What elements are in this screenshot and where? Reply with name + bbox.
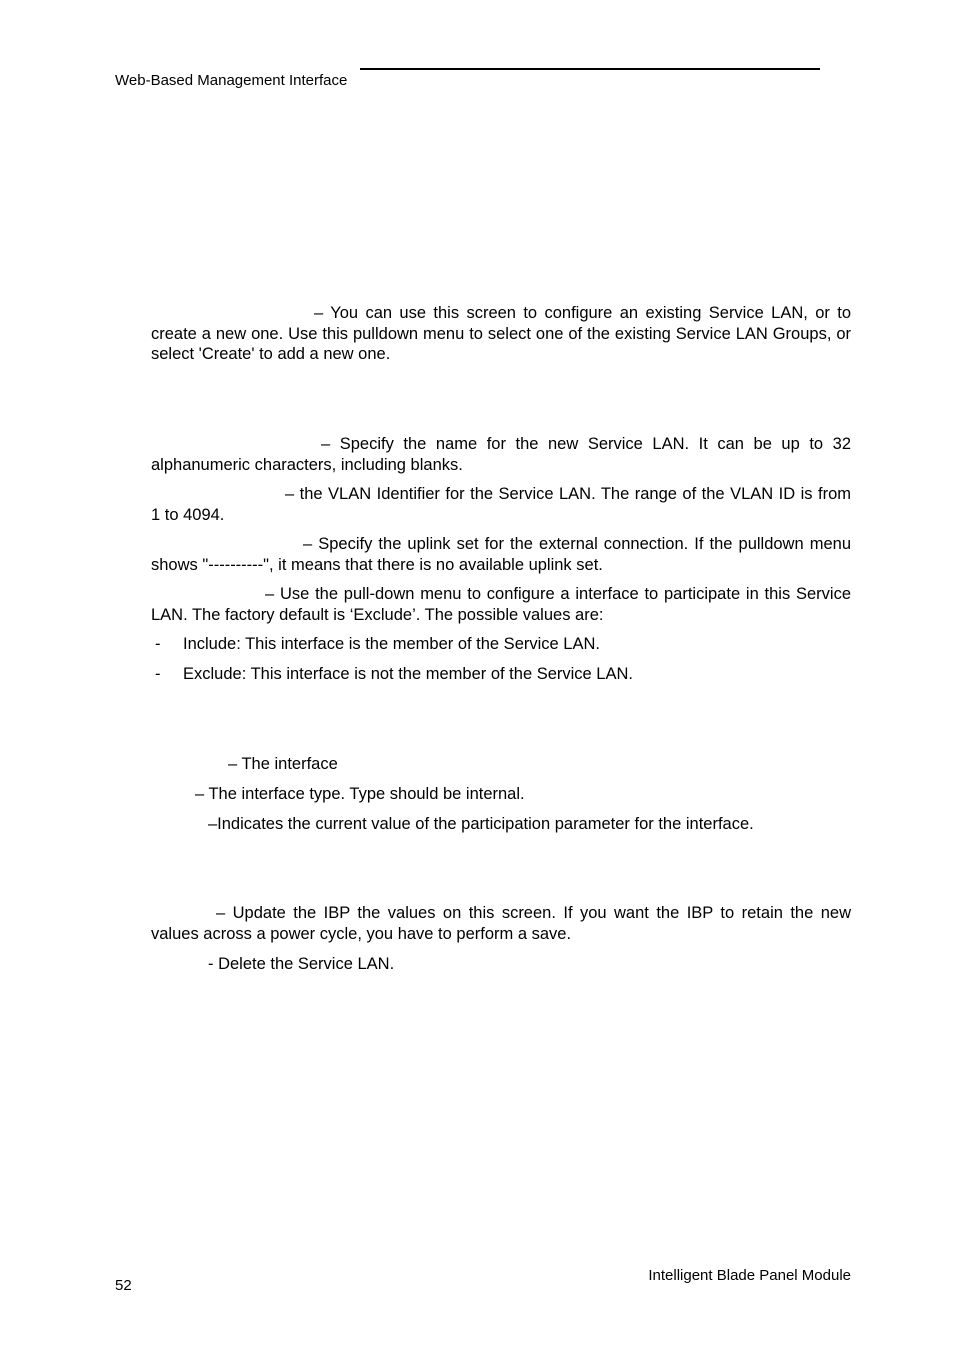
vlan-id-text: – the VLAN Identifier for the Service LAN. The range of the VLAN ID is from 1 to 4094. [151,485,851,524]
delete-description [151,954,851,975]
apply-description [151,903,851,944]
current-text: –Indicates the current value of the participation parameter for the interface. [208,815,754,833]
page-number: 52 [115,1277,132,1294]
name-text: – Specify the name for the new Service LAN. It can be up to 32 alphanumeric characters, including blanks. [151,435,851,474]
interface-text: – The interface [228,755,338,773]
interface-description [151,754,851,775]
uplink-set-text: – Specify the uplink set for the external connection. If the pulldown menu shows "----------", it means that there is no available uplink set. [151,535,851,574]
type-description [151,784,851,805]
delete-text: - Delete the Service LAN. [208,955,395,973]
exclude-bullet-text: Exclude: This interface is not the member of the Service LAN. [183,665,633,683]
vlan-id-description [151,484,851,525]
include-bullet-text: Include: This interface is the member of the Service LAN. [183,635,600,653]
service-lan-group-description [151,303,851,365]
uplink-set-description [151,534,851,575]
footer-title: Intelligent Blade Panel Module [648,1267,851,1284]
participation-text: – Use the pull-down menu to configure a interface to participate in this Service LAN. The factory default is ‘Exclude’. The possible values are: [151,585,851,624]
current-description [151,814,851,835]
service-lan-group-text: – You can use this screen to configure an existing Service LAN, or to create a new one. Use this pulldown menu to select one of the existing Service LAN Groups, or select 'Create' to add a new one. [151,304,851,363]
apply-text: – Update the IBP the values on this screen. If you want the IBP to retain the new values across a power cycle, you have to perform a save. [151,904,851,943]
participation-description [151,584,851,625]
type-text: – The interface type. Type should be internal. [195,785,525,803]
header-title: Web-Based Management Interface [115,72,348,89]
name-description [151,434,851,475]
header-rule [360,68,820,70]
